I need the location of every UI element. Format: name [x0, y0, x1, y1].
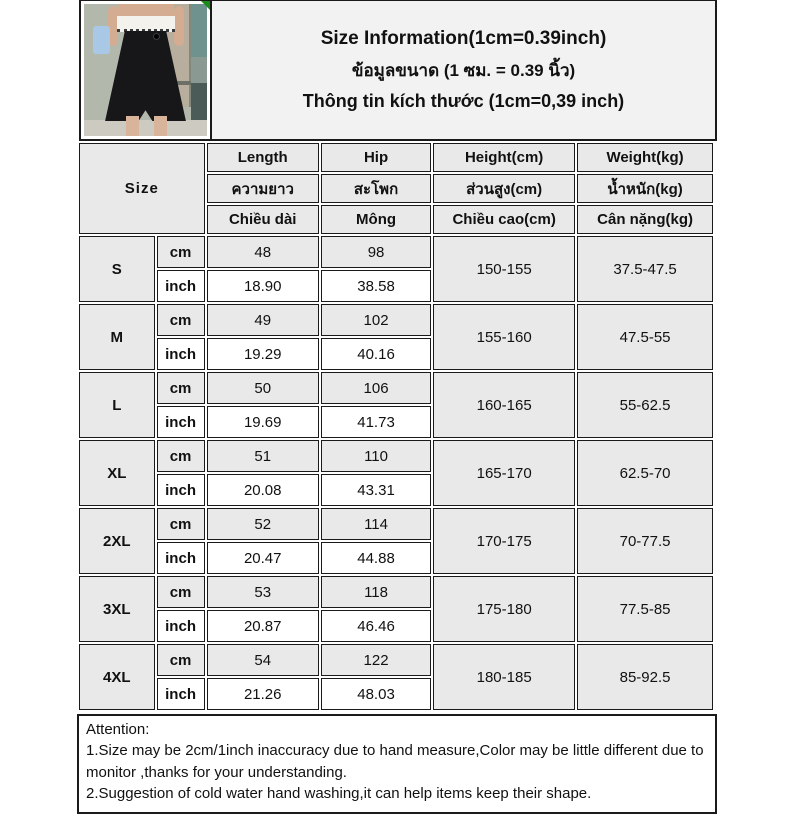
hip-cm-cell: 118 [321, 576, 431, 608]
length-inch-cell: 21.26 [207, 678, 319, 710]
size-chart-sheet [79, 0, 717, 814]
photo-blue-bag [93, 26, 110, 54]
product-photo [84, 4, 207, 136]
header-hip-en: Hip [321, 143, 431, 172]
top-band [79, 0, 717, 141]
weight-cell: 85-92.5 [577, 644, 713, 710]
hip-cm-cell: 98 [321, 236, 431, 268]
length-cm-cell: 50 [207, 372, 319, 404]
table-row-s-cm [79, 236, 713, 268]
height-cell: 165-170 [433, 440, 575, 506]
photo-shorts-button [154, 34, 159, 39]
unit-cell-cm: cm [157, 304, 205, 336]
size-cell: 2XL [79, 508, 155, 574]
size-cell: M [79, 304, 155, 370]
size-cell: 3XL [79, 576, 155, 642]
green-corner-marker-icon [201, 1, 210, 10]
hip-cm-cell: 110 [321, 440, 431, 472]
unit-cell-cm: cm [157, 508, 205, 540]
header-weight-th: น้ำหนัก(kg) [577, 174, 713, 203]
photo-cabinet [191, 4, 207, 136]
length-inch-cell: 19.29 [207, 338, 319, 370]
length-inch-cell: 18.90 [207, 270, 319, 302]
hip-inch-cell: 38.58 [321, 270, 431, 302]
table-row-3xl-cm [79, 576, 713, 608]
hip-cm-cell: 106 [321, 372, 431, 404]
table-row-4xl-cm [79, 644, 713, 676]
height-cell: 155-160 [433, 304, 575, 370]
height-cell: 180-185 [433, 644, 575, 710]
header-weight-en: Weight(kg) [577, 143, 713, 172]
unit-cell-inch: inch [157, 678, 205, 710]
weight-cell: 77.5-85 [577, 576, 713, 642]
hip-inch-cell: 40.16 [321, 338, 431, 370]
photo-model-leg-left [126, 116, 139, 136]
attention-line-2: 2.Suggestion of cold water hand washing,it can help items keep their shape. [86, 784, 592, 802]
hip-inch-cell: 43.31 [321, 474, 431, 506]
photo-crop-top [117, 16, 175, 32]
hip-inch-cell: 44.88 [321, 542, 431, 574]
header-weight-vi: Cân nặng(kg) [577, 205, 713, 234]
title-vietnamese: Thông tin kích thước (1cm=0,39 inch) [302, 91, 625, 111]
table-row-l-cm [79, 372, 713, 404]
photo-model-arm-right [174, 6, 184, 46]
unit-cell-inch: inch [157, 338, 205, 370]
length-cm-cell: 52 [207, 508, 319, 540]
product-photo-cell [79, 0, 212, 141]
length-cm-cell: 53 [207, 576, 319, 608]
height-cell: 160-165 [433, 372, 575, 438]
size-cell: S [79, 236, 155, 302]
unit-cell-inch: inch [157, 542, 205, 574]
unit-cell-cm: cm [157, 576, 205, 608]
size-cell: L [79, 372, 155, 438]
unit-cell-cm: cm [157, 644, 205, 676]
length-inch-cell: 20.87 [207, 610, 319, 642]
hip-cm-cell: 102 [321, 304, 431, 336]
length-inch-cell: 20.47 [207, 542, 319, 574]
unit-cell-inch: inch [157, 610, 205, 642]
header-row-en [79, 143, 713, 172]
title-block [212, 0, 717, 141]
photo-model-leg-right [154, 116, 167, 136]
unit-cell-inch: inch [157, 406, 205, 438]
header-height-en: Height(cm) [433, 143, 575, 172]
header-hip-th: สะโพก [321, 174, 431, 203]
title-thai: ข้อมูลขนาด (1 ซม. = 0.39 นิ้ว) [351, 61, 576, 80]
header-length-en: Length [207, 143, 319, 172]
unit-cell-cm: cm [157, 236, 205, 268]
height-cell: 175-180 [433, 576, 575, 642]
height-cell: 170-175 [433, 508, 575, 574]
hip-inch-cell: 46.46 [321, 610, 431, 642]
size-cell: 4XL [79, 644, 155, 710]
weight-cell: 47.5-55 [577, 304, 713, 370]
header-height-th: ส่วนสูง(cm) [433, 174, 575, 203]
length-cm-cell: 49 [207, 304, 319, 336]
table-row-2xl-cm [79, 508, 713, 540]
header-length-th: ความยาว [207, 174, 319, 203]
hip-cm-cell: 114 [321, 508, 431, 540]
unit-cell-inch: inch [157, 270, 205, 302]
table-row-xl-cm [79, 440, 713, 472]
height-cell: 150-155 [433, 236, 575, 302]
unit-cell-cm: cm [157, 440, 205, 472]
length-inch-cell: 19.69 [207, 406, 319, 438]
length-cm-cell: 48 [207, 236, 319, 268]
hip-inch-cell: 48.03 [321, 678, 431, 710]
attention-note [77, 714, 717, 814]
table-row-m-cm [79, 304, 713, 336]
title-english: Size Information(1cm=0.39inch) [320, 28, 607, 49]
weight-cell: 55-62.5 [577, 372, 713, 438]
length-cm-cell: 51 [207, 440, 319, 472]
header-length-vi: Chiều dài [207, 205, 319, 234]
weight-cell: 62.5-70 [577, 440, 713, 506]
unit-cell-inch: inch [157, 474, 205, 506]
size-header-cell: Size [79, 143, 205, 234]
attention-heading: Attention: [86, 721, 150, 738]
hip-cm-cell: 122 [321, 644, 431, 676]
header-height-vi: Chiều cao(cm) [433, 205, 575, 234]
photo-floor [84, 120, 207, 136]
header-hip-vi: Mông [321, 205, 431, 234]
attention-line-1: 1.Size may be 2cm/1inch inaccuracy due to hand measure,Color may be little different due to monitor ,thanks for your understanding. [86, 742, 704, 781]
weight-cell: 70-77.5 [577, 508, 713, 574]
length-inch-cell: 20.08 [207, 474, 319, 506]
unit-cell-cm: cm [157, 372, 205, 404]
size-cell: XL [79, 440, 155, 506]
weight-cell: 37.5-47.5 [577, 236, 713, 302]
size-table [77, 141, 715, 712]
length-cm-cell: 54 [207, 644, 319, 676]
hip-inch-cell: 41.73 [321, 406, 431, 438]
